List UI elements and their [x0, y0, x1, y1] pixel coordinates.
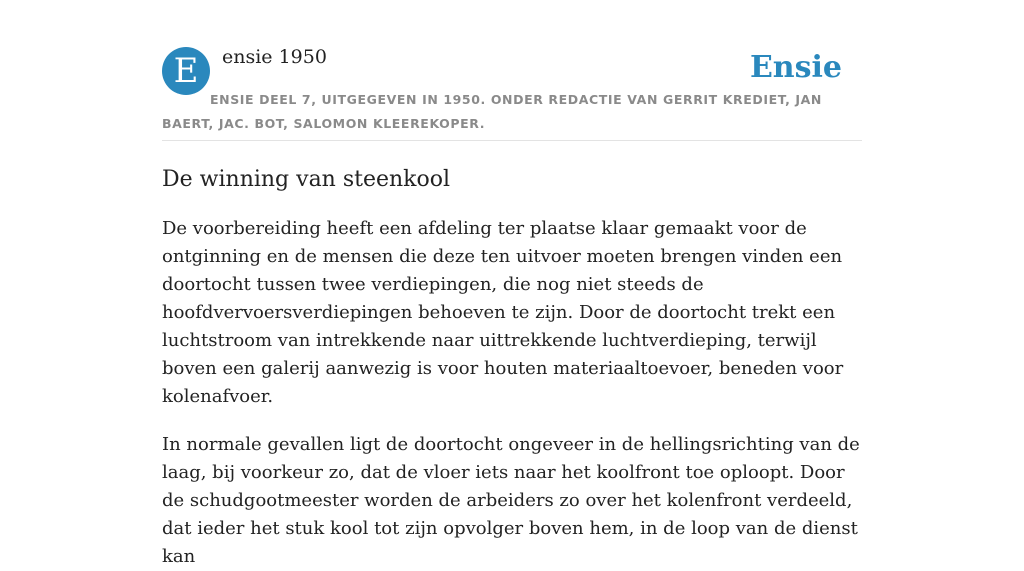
brand-link[interactable]: Ensie: [749, 50, 842, 85]
source-name[interactable]: ensie 1950: [222, 46, 327, 68]
source-description: ENSIE DEEL 7, UITGEGEVEN IN 1950. ONDER REDACTIE VAN GERRIT KREDIET, JAN BAERT, JAC. BOT, SALOMON KLEEREKOPER.: [162, 92, 822, 131]
article-title: De winning van steenkool: [162, 167, 451, 192]
content-column: [162, 0, 862, 571]
ensie-logo-icon[interactable]: E: [162, 47, 210, 95]
header: [162, 0, 862, 141]
article-paragraph: In normale gevallen ligt de doortocht ongeveer in de hellingsrichting van de laag, bij voorkeur zo, dat de vloer iets naar het koolfront toe oploopt. Door de schudgootmeester worden de arbeiders zo over het kolenfront verdeeld, dat ieder het stuk kool tot zijn opvolger boven hem, in de loop van de dienst kan: [162, 434, 860, 567]
article-paragraph: De voorbereiding heeft een afdeling ter plaatse klaar gemaakt voor de ontginning en de mensen die deze ten uitvoer moeten brengen vinden een doortocht tussen twee verdiepingen, die nog niet steeds de hoofdvervoersverdiepingen behoeven te zijn. Door de doortocht trekt een luchtstroom van intrekkende naar uittrekkende luchtverdieping, terwijl boven een galerij aanwezig is voor houten materiaaltoevoer, beneden voor kolenafvoer.: [162, 218, 844, 407]
